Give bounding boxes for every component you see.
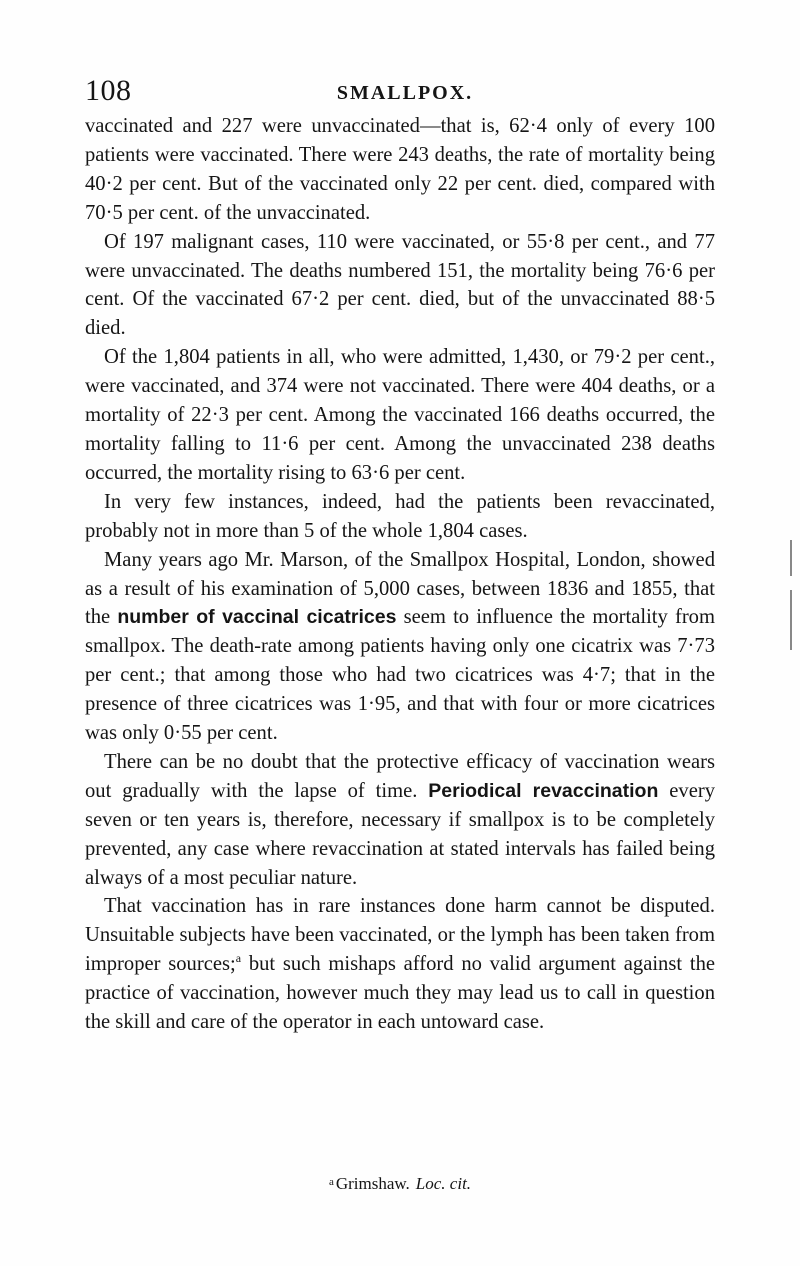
paragraph-6: [85, 748, 715, 893]
paragraph-6-text-a: There can be no doubt that the protective efficacy of vaccination wears out gradually with the lapse of time.: [85, 750, 715, 802]
paragraph-7-text-a: That vaccination has in rare instances done harm cannot be disputed. Unsuitable subjects have been vaccinated, or the lymph has been taken from improper sources;: [85, 895, 715, 976]
page-header: [85, 74, 725, 114]
paragraph-5: [85, 546, 715, 748]
paragraph-5-text-a: Many years ago Mr. Marson, of the Smallpox Hospital, London, showed as a result of his examination of 5,000 cases, between 1836 and 1855, that the: [85, 548, 715, 629]
paragraph-6-emphasis: Periodical revaccination: [428, 779, 659, 802]
footnote-reference-mark: a: [235, 951, 242, 966]
page-number: 108: [85, 74, 132, 107]
running-head: SMALLPOX.: [336, 82, 474, 104]
footnote-author: Grimshaw.: [335, 1174, 410, 1193]
paragraph-2: Of 197 malignant cases, 110 were vaccinated, or 55·8 per cent., and 77 were unvaccinated. The deaths numbered 151, the mortality being 76·6 per cent. Of the vaccinated 67·2 per cent. died, but of the unvaccinated 88·5 died.: [85, 230, 715, 340]
paragraph-7: [85, 892, 715, 1037]
paragraph-7-text-b: but such mishaps afford no valid argument against the practice of vaccination, however much they may lead us to call in question the skill and care of the operator in each untoward case.: [85, 953, 716, 1034]
footnote: [0, 1174, 800, 1194]
page-edge-mark: [790, 590, 792, 650]
footnote-mark: a: [328, 1176, 334, 1188]
body-text: [85, 112, 715, 1037]
paragraph-5-text-b: seem to influence the mortality from smallpox. The death-rate among patients having only one cicatrix was 7·73 per cent.; that among those who had two cicatrices was 4·7; that in the presence of three cicatrices was 1·95, and that with four or more cicatrices was only 0·55 per cent.: [85, 606, 715, 745]
paragraph-4: In very few instances, indeed, had the patients been revaccinated, probably not in more than 5 of the whole 1,804 cases.: [85, 490, 715, 542]
paragraph-6-text-b: every seven or ten years is, therefore, necessary if smallpox is to be completely prevented, any case where revaccination at stated intervals has failed being always of a most peculiar nature.: [85, 779, 715, 889]
paragraph-5-emphasis: number of vaccinal cicatrices: [117, 606, 397, 629]
paragraph-3: Of the 1,804 patients in all, who were admitted, 1,430, or 79·2 per cent., were vaccinated, and 374 were not vaccinated. There were 404 deaths, or a mortality of 22·3 per cent. Among the vaccinated 166 deaths occurred, the mortality falling to 11·6 per cent. Among the unvaccinated 238 deaths occurred, the mortality rising to 63·6 per cent.: [85, 346, 715, 484]
page-edge-mark: [790, 540, 792, 576]
paragraph-1: vaccinated and 227 were unvaccinated—that is, 62·4 only of every 100 patients were vaccinated. There were 243 deaths, the rate of mortality being 40·2 per cent. But of the vaccinated only 22 per cent. died, compared with 70·5 per cent. of the unvaccinated.: [85, 115, 715, 224]
footnote-reference: Loc. cit.: [415, 1174, 472, 1193]
